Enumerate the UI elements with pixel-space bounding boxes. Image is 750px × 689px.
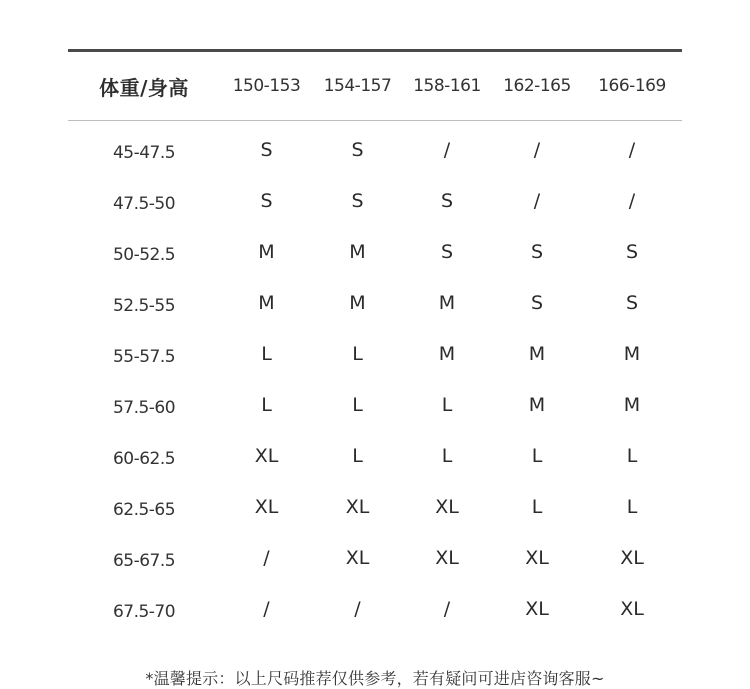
size-cell: M [258, 291, 275, 314]
size-cell: L [626, 444, 638, 467]
size-recommendation-footnote: *温馨提示：以上尺码推荐仅供参考，若有疑问可进店咨询客服~ [145, 669, 605, 688]
size-cell: / [263, 546, 270, 569]
table-row [68, 430, 682, 481]
size-cell: L [261, 393, 272, 416]
table-body [68, 121, 682, 634]
size-cell: M [528, 342, 546, 365]
size-cell: M [623, 393, 641, 416]
weight-range-label: 57.5-60 [112, 397, 176, 418]
size-cell: M [528, 393, 546, 416]
size-cell: XL [345, 546, 370, 569]
height-column-header: 166-169 [598, 76, 666, 96]
size-cell: S [530, 291, 544, 314]
size-cell: L [441, 393, 453, 416]
size-cell: XL [525, 597, 549, 620]
size-cell: L [531, 444, 543, 467]
size-cell: XL [435, 495, 459, 518]
size-cell: S [351, 138, 364, 161]
size-cell: XL [620, 597, 644, 620]
weight-range-label: 52.5-55 [112, 295, 176, 316]
size-cell: / [628, 138, 636, 161]
size-cell: S [260, 138, 273, 161]
size-cell: M [349, 240, 366, 263]
table-row [68, 532, 682, 583]
weight-range-label: 45-47.5 [112, 142, 176, 163]
size-cell: L [531, 495, 543, 518]
size-cell: XL [435, 546, 459, 569]
height-column-header: 150-153 [232, 76, 301, 96]
table-row [68, 328, 682, 379]
size-cell: / [443, 597, 451, 620]
size-cell: S [530, 240, 544, 263]
size-cell: L [352, 342, 363, 365]
size-cell: L [352, 444, 363, 467]
size-cell: S [440, 189, 454, 212]
size-cell: S [351, 189, 364, 212]
size-cell: / [628, 189, 636, 212]
weight-height-corner-label: 体重/身高 [99, 75, 189, 100]
table-row [68, 379, 682, 430]
weight-range-label: 62.5-65 [112, 499, 176, 520]
table-row [68, 277, 682, 328]
weight-range-label: 50-52.5 [112, 244, 176, 265]
size-cell: XL [620, 546, 644, 569]
weight-range-label: 47.5-50 [112, 193, 176, 214]
size-cell: S [440, 240, 454, 263]
size-cell: / [533, 189, 541, 212]
size-cell: M [438, 342, 456, 365]
size-cell: XL [254, 444, 279, 467]
size-cell: M [623, 342, 641, 365]
size-cell: / [263, 597, 270, 620]
weight-range-label: 67.5-70 [112, 601, 176, 622]
size-cell: / [354, 597, 361, 620]
table-header-row [68, 52, 682, 121]
size-cell: L [626, 495, 638, 518]
size-cell: S [625, 291, 639, 314]
size-cell: / [443, 138, 451, 161]
height-column-header: 162-165 [503, 76, 571, 96]
size-cell: L [261, 342, 272, 365]
table-row [68, 124, 682, 175]
table-row [68, 481, 682, 532]
size-chart-table [68, 49, 682, 634]
weight-range-label: 60-62.5 [112, 448, 176, 469]
size-cell: L [441, 444, 453, 467]
size-cell: M [349, 291, 366, 314]
table-row [68, 583, 682, 634]
height-column-header: 158-161 [413, 76, 481, 96]
height-column-header: 154-157 [323, 76, 392, 96]
size-cell: S [625, 240, 639, 263]
size-cell: / [533, 138, 541, 161]
size-cell: XL [345, 495, 370, 518]
table-row [68, 175, 682, 226]
size-cell: M [258, 240, 275, 263]
size-cell: L [352, 393, 363, 416]
table-row [68, 226, 682, 277]
size-cell: S [260, 189, 273, 212]
weight-range-label: 55-57.5 [112, 346, 176, 367]
size-cell: XL [254, 495, 279, 518]
size-cell: XL [525, 546, 549, 569]
size-cell: M [438, 291, 456, 314]
weight-range-label: 65-67.5 [112, 550, 176, 571]
